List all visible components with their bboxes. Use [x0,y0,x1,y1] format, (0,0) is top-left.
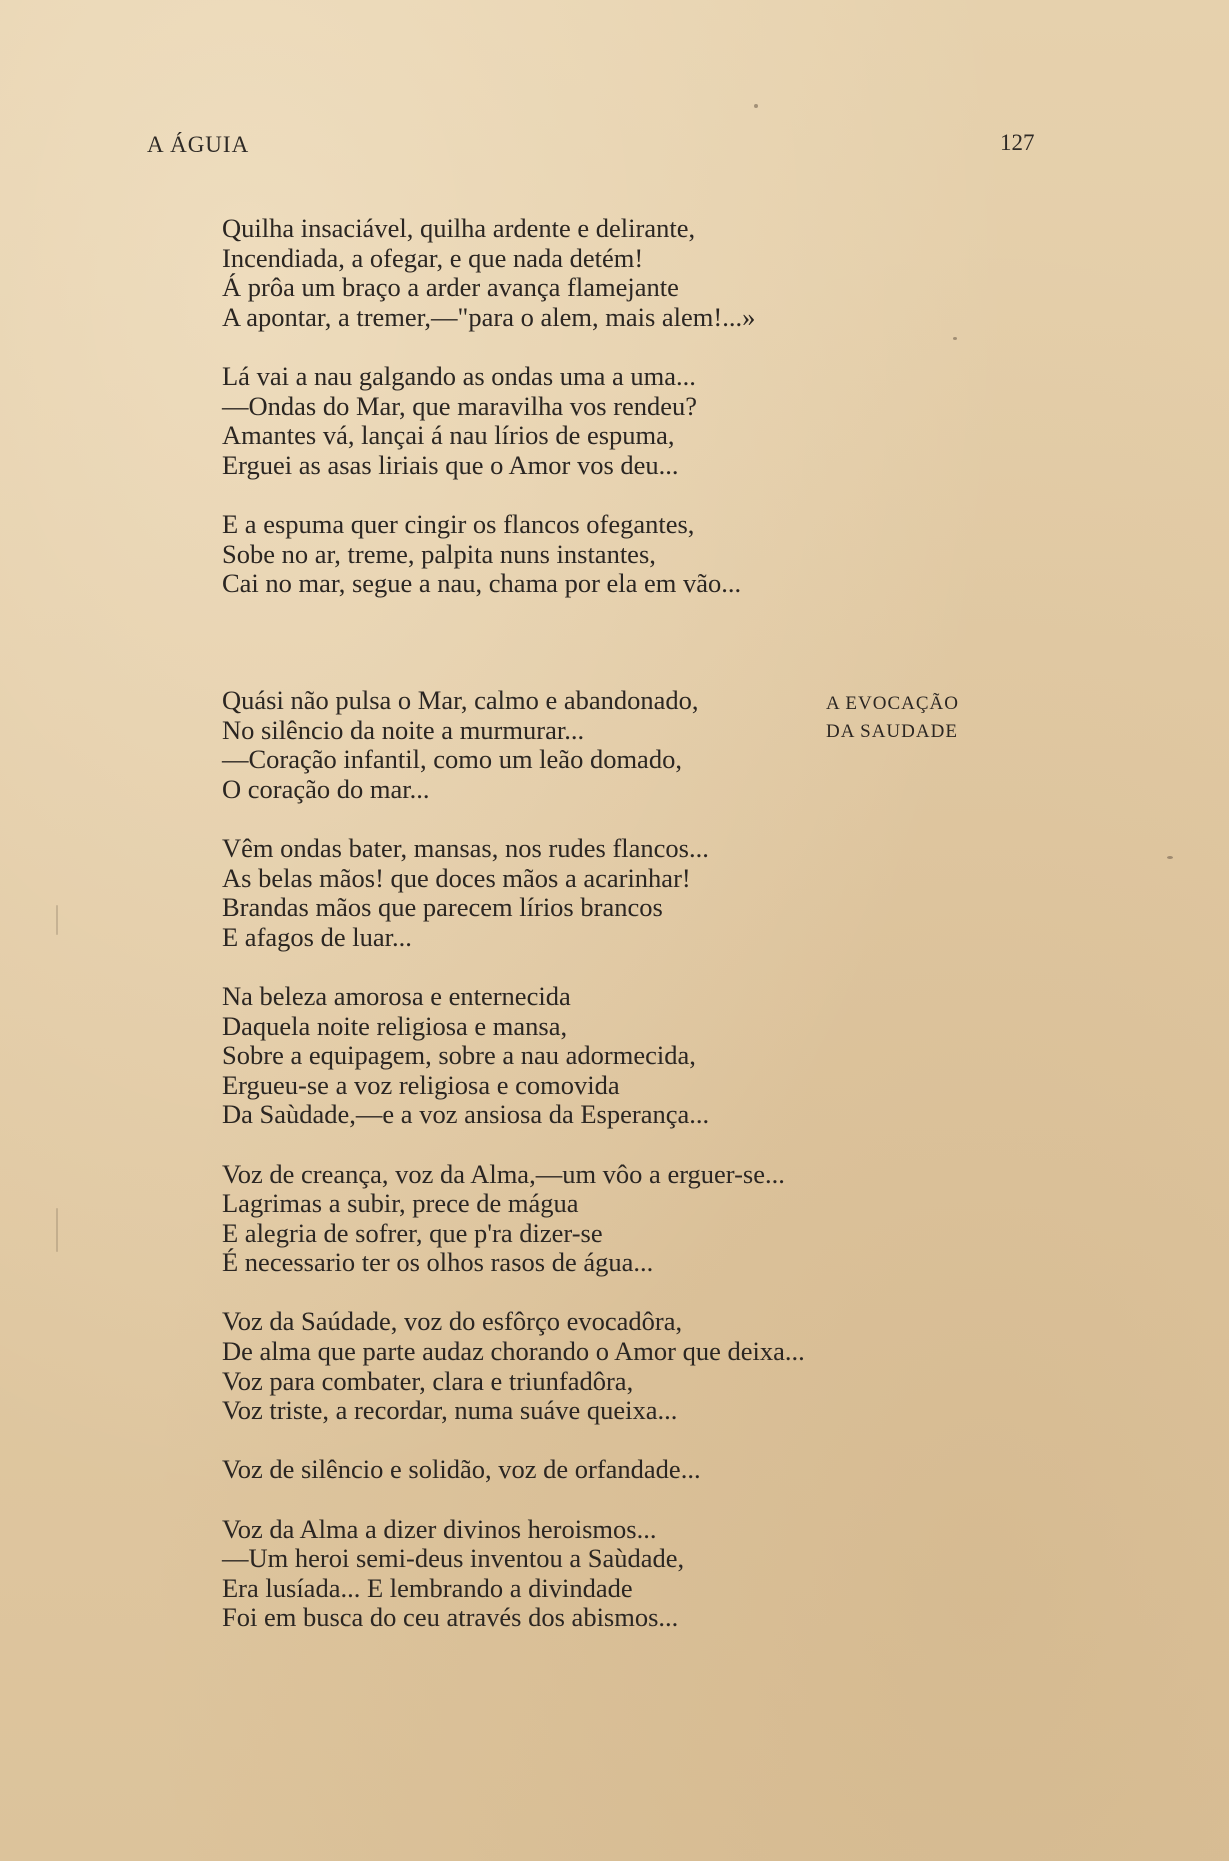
verse-line: Cai no mar, segue a nau, chama por ela em vão... [222,568,742,599]
verse-line: Ergueu-se a voz religiosa e comovida [222,1069,620,1100]
verse-line: Vêm ondas bater, mansas, nos rudes flancos... [222,832,709,863]
verse-line: É necessario ter os olhos rasos de água... [222,1247,654,1278]
stanza [222,510,982,599]
stanza [222,834,982,952]
paper-speck [56,905,58,935]
stanza [222,1307,982,1425]
verse-line: —Um heroi semi-deus inventou a Saùdade, [222,1543,685,1574]
stanza [222,1515,982,1633]
verse-line: Lá vai a nau galgando as ondas uma a uma... [222,360,696,391]
verse-line: —Coração infantil, como um leão domado, [222,744,682,775]
running-title: A ÁGUIA [147,132,250,157]
verse-line: Quilha insaciável, quilha ardente e delirante, [222,213,696,243]
verse-line: Erguei as asas liriais que o Amor vos deu... [222,449,679,480]
verse-line: Era lusíada... E lembrando a divindade [222,1572,633,1603]
verse-line: —Ondas do Mar, que maravilha vos rendeu? [222,390,698,421]
verse-line: Voz de creança, voz da Alma,—um vôo a erguer-se... [222,1158,785,1189]
margin-note-line-1: A EVOCAÇÃO [826,693,959,714]
verse-line: Quási não pulsa o Mar, calmo e abandonado, [222,685,699,715]
verse-line: Lagrimas a subir, prece de mágua [222,1188,579,1219]
verse-line: A apontar, a tremer,—"para o alem, mais alem!...» [222,301,756,332]
verse-line: E alegria de sofrer, que p'ra dizer-se [222,1217,603,1248]
paper-speck [56,1208,58,1252]
verse-line: Foi em busca do ceu através dos abismos... [222,1602,679,1633]
verse-line: Sobe no ar, treme, palpita nuns instantes, [222,538,656,569]
verse-line: Voz da Saúdade, voz do esfôrço evocadôra, [222,1306,683,1337]
verse-line: As belas mãos! que doces mãos a acarinhar! [222,862,691,893]
stanza [222,982,982,1130]
verse-line: Voz de silêncio e solidão, voz de orfandade... [222,1454,701,1485]
stanza [222,686,982,804]
verse-line: Voz triste, a recordar, numa suáve queixa... [222,1395,678,1426]
verse-line: Brandas mãos que parecem lírios brancos [222,892,663,923]
verse-line: No silêncio da noite a murmurar... [222,714,585,745]
verse-line: E a espuma quer cingir os flancos ofegantes, [222,508,695,539]
margin-note-line-2: DA SAUDADE [826,721,958,742]
verse-line: Voz para combater, clara e triunfadôra, [222,1365,634,1396]
paper-speck [953,337,957,340]
verse-line: Incendiada, a ofegar, e que nada detém! [222,242,644,273]
paper-speck [754,104,758,108]
poem-section-2 [222,686,982,1663]
verse-line: Na beleza amorosa e enternecida [222,980,571,1011]
verse-line: Daquela noite religiosa e mansa, [222,1010,568,1041]
verse-line: Voz da Alma a dizer divinos heroismos... [222,1513,657,1544]
poem-section-1 [222,214,982,628]
page-number: 127 [1000,130,1035,155]
stanza [222,362,982,480]
stanza [222,214,982,332]
paper-speck [1167,856,1173,859]
verse-line: O coração do mar... [222,773,430,804]
verse-line: Da Saùdade,—e a voz ansiosa da Esperança... [222,1099,710,1130]
verse-line: Sobre a equipagem, sobre a nau adormecida, [222,1040,696,1071]
verse-line: Á prôa um braço a arder avança flamejante [222,272,679,303]
stanza [222,1160,982,1278]
verse-line: E afagos de luar... [222,921,412,952]
verse-line: De alma que parte audaz chorando o Amor que deixa... [222,1336,805,1367]
stanza [222,1455,982,1485]
verse-line: Amantes vá, lançai á nau lírios de espuma, [222,420,675,451]
